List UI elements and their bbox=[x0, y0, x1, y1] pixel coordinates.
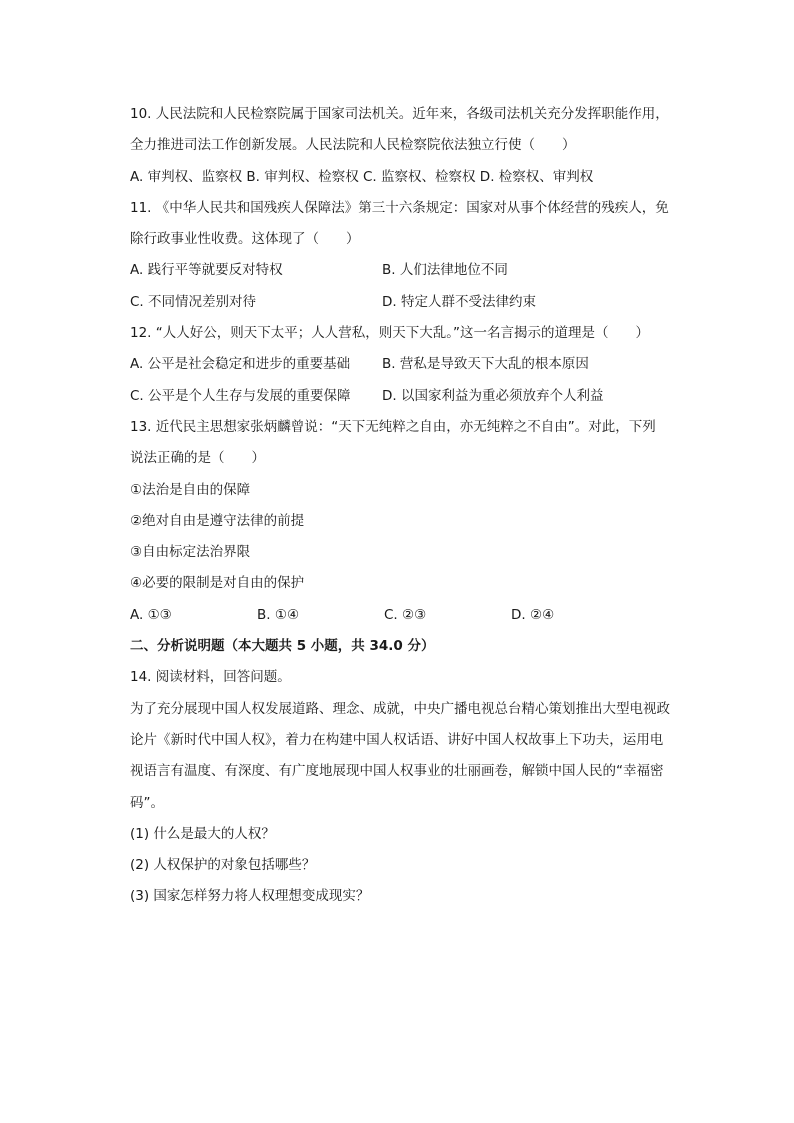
q13-option-a: A. ①③ bbox=[130, 606, 172, 623]
q13-statement-1: ①法治是自由的保障 bbox=[130, 481, 251, 498]
q14-material-line1: 为了充分展现中国人权发展道路、理念、成就，中央广播电视总台精心策划推出大型电视政 bbox=[130, 700, 670, 717]
q11-option-c: C. 不同情况差别对待 bbox=[130, 293, 257, 310]
section-title: 二、分析说明题（本大题共 5 小题，共 34.0 分） bbox=[130, 638, 435, 655]
q11-stem-line1: 11. 《中华人民共和国残疾人保障法》第三十六条规定：国家对从事个体经营的残疾人，免 bbox=[130, 199, 669, 216]
q13-statement-3: ③自由标定法治界限 bbox=[130, 544, 251, 561]
question-content bbox=[130, 104, 696, 918]
q10-options: A. 审判权、监察权 B. 审判权、检察权 C. 监察权、检察权 D. 检察权、审判权 bbox=[130, 168, 594, 185]
q11-options-row2 bbox=[130, 292, 696, 323]
q14-subquestion-2: (2) 人权保护的对象包括哪些？ bbox=[130, 857, 316, 874]
q12-option-c: C. 公平是个人生存与发展的重要保障 bbox=[130, 387, 351, 404]
q11-option-b: B. 人们法律地位不同 bbox=[382, 262, 508, 279]
q14-stem: 14. 阅读材料，回答问题。 bbox=[130, 669, 291, 686]
q10-stem-line1: 10. 人民法院和人民检察院属于国家司法机关。近年来，各级司法机关充分发挥职能作用， bbox=[130, 106, 669, 122]
q14-material-line3: 视语言有温度、有深度、有广度地展现中国人权事业的壮丽画卷，解锁中国人民的“幸福密 bbox=[130, 763, 664, 780]
q12-stem: 12. “人人好公，则天下太平；人人营私，则天下大乱。”这一名言揭示的道理是（ ） bbox=[130, 325, 649, 342]
q13-option-d: D. ②④ bbox=[511, 606, 555, 623]
q13-stem-line1: 13. 近代民主思想家张炳麟曾说：“天下无纯粹之自由，亦无纯粹之不自由”。对此，下列 bbox=[130, 418, 656, 435]
q10-stem-line2: 全力推进司法工作创新发展。人民法院和人民检察院依法独立行使（ ） bbox=[130, 137, 576, 154]
q13-statement-4: ④必要的限制是对自由的保护 bbox=[130, 575, 305, 592]
q14-subquestion-1: (1) 什么是最大的人权？ bbox=[130, 825, 275, 842]
q11-option-a: A. 践行平等就要反对特权 bbox=[130, 262, 283, 279]
q14-material-line4: 码”。 bbox=[130, 794, 164, 811]
q12-option-a: A. 公平是社会稳定和进步的重要基础 bbox=[130, 356, 351, 373]
q12-option-b: B. 营私是导致天下大乱的根本原因 bbox=[382, 356, 589, 373]
q12-option-d: D. 以国家利益为重必须放弃个人利益 bbox=[382, 387, 604, 404]
q12-options-row1 bbox=[130, 354, 696, 385]
q13-options bbox=[130, 605, 696, 636]
q11-stem-line2: 除行政事业性收费。这体现了（ ） bbox=[130, 231, 360, 248]
q11-options-row1 bbox=[130, 260, 696, 291]
q13-option-b: B. ①④ bbox=[257, 606, 300, 623]
q13-option-c: C. ②③ bbox=[384, 606, 427, 623]
q14-material-line2: 论片《新时代中国人权》，着力在构建中国人权话语、讲好中国人权故事上下功夫，运用电 bbox=[130, 731, 664, 748]
q11-option-d: D. 特定人群不受法律约束 bbox=[382, 293, 536, 310]
q12-options-row2 bbox=[130, 386, 696, 417]
q13-statement-2: ②绝对自由是遵守法律的前提 bbox=[130, 512, 305, 529]
q14-subquestion-3: (3) 国家怎样努力将人权理想变成现实？ bbox=[130, 888, 370, 905]
q13-stem-line2: 说法正确的是（ ） bbox=[130, 450, 265, 467]
